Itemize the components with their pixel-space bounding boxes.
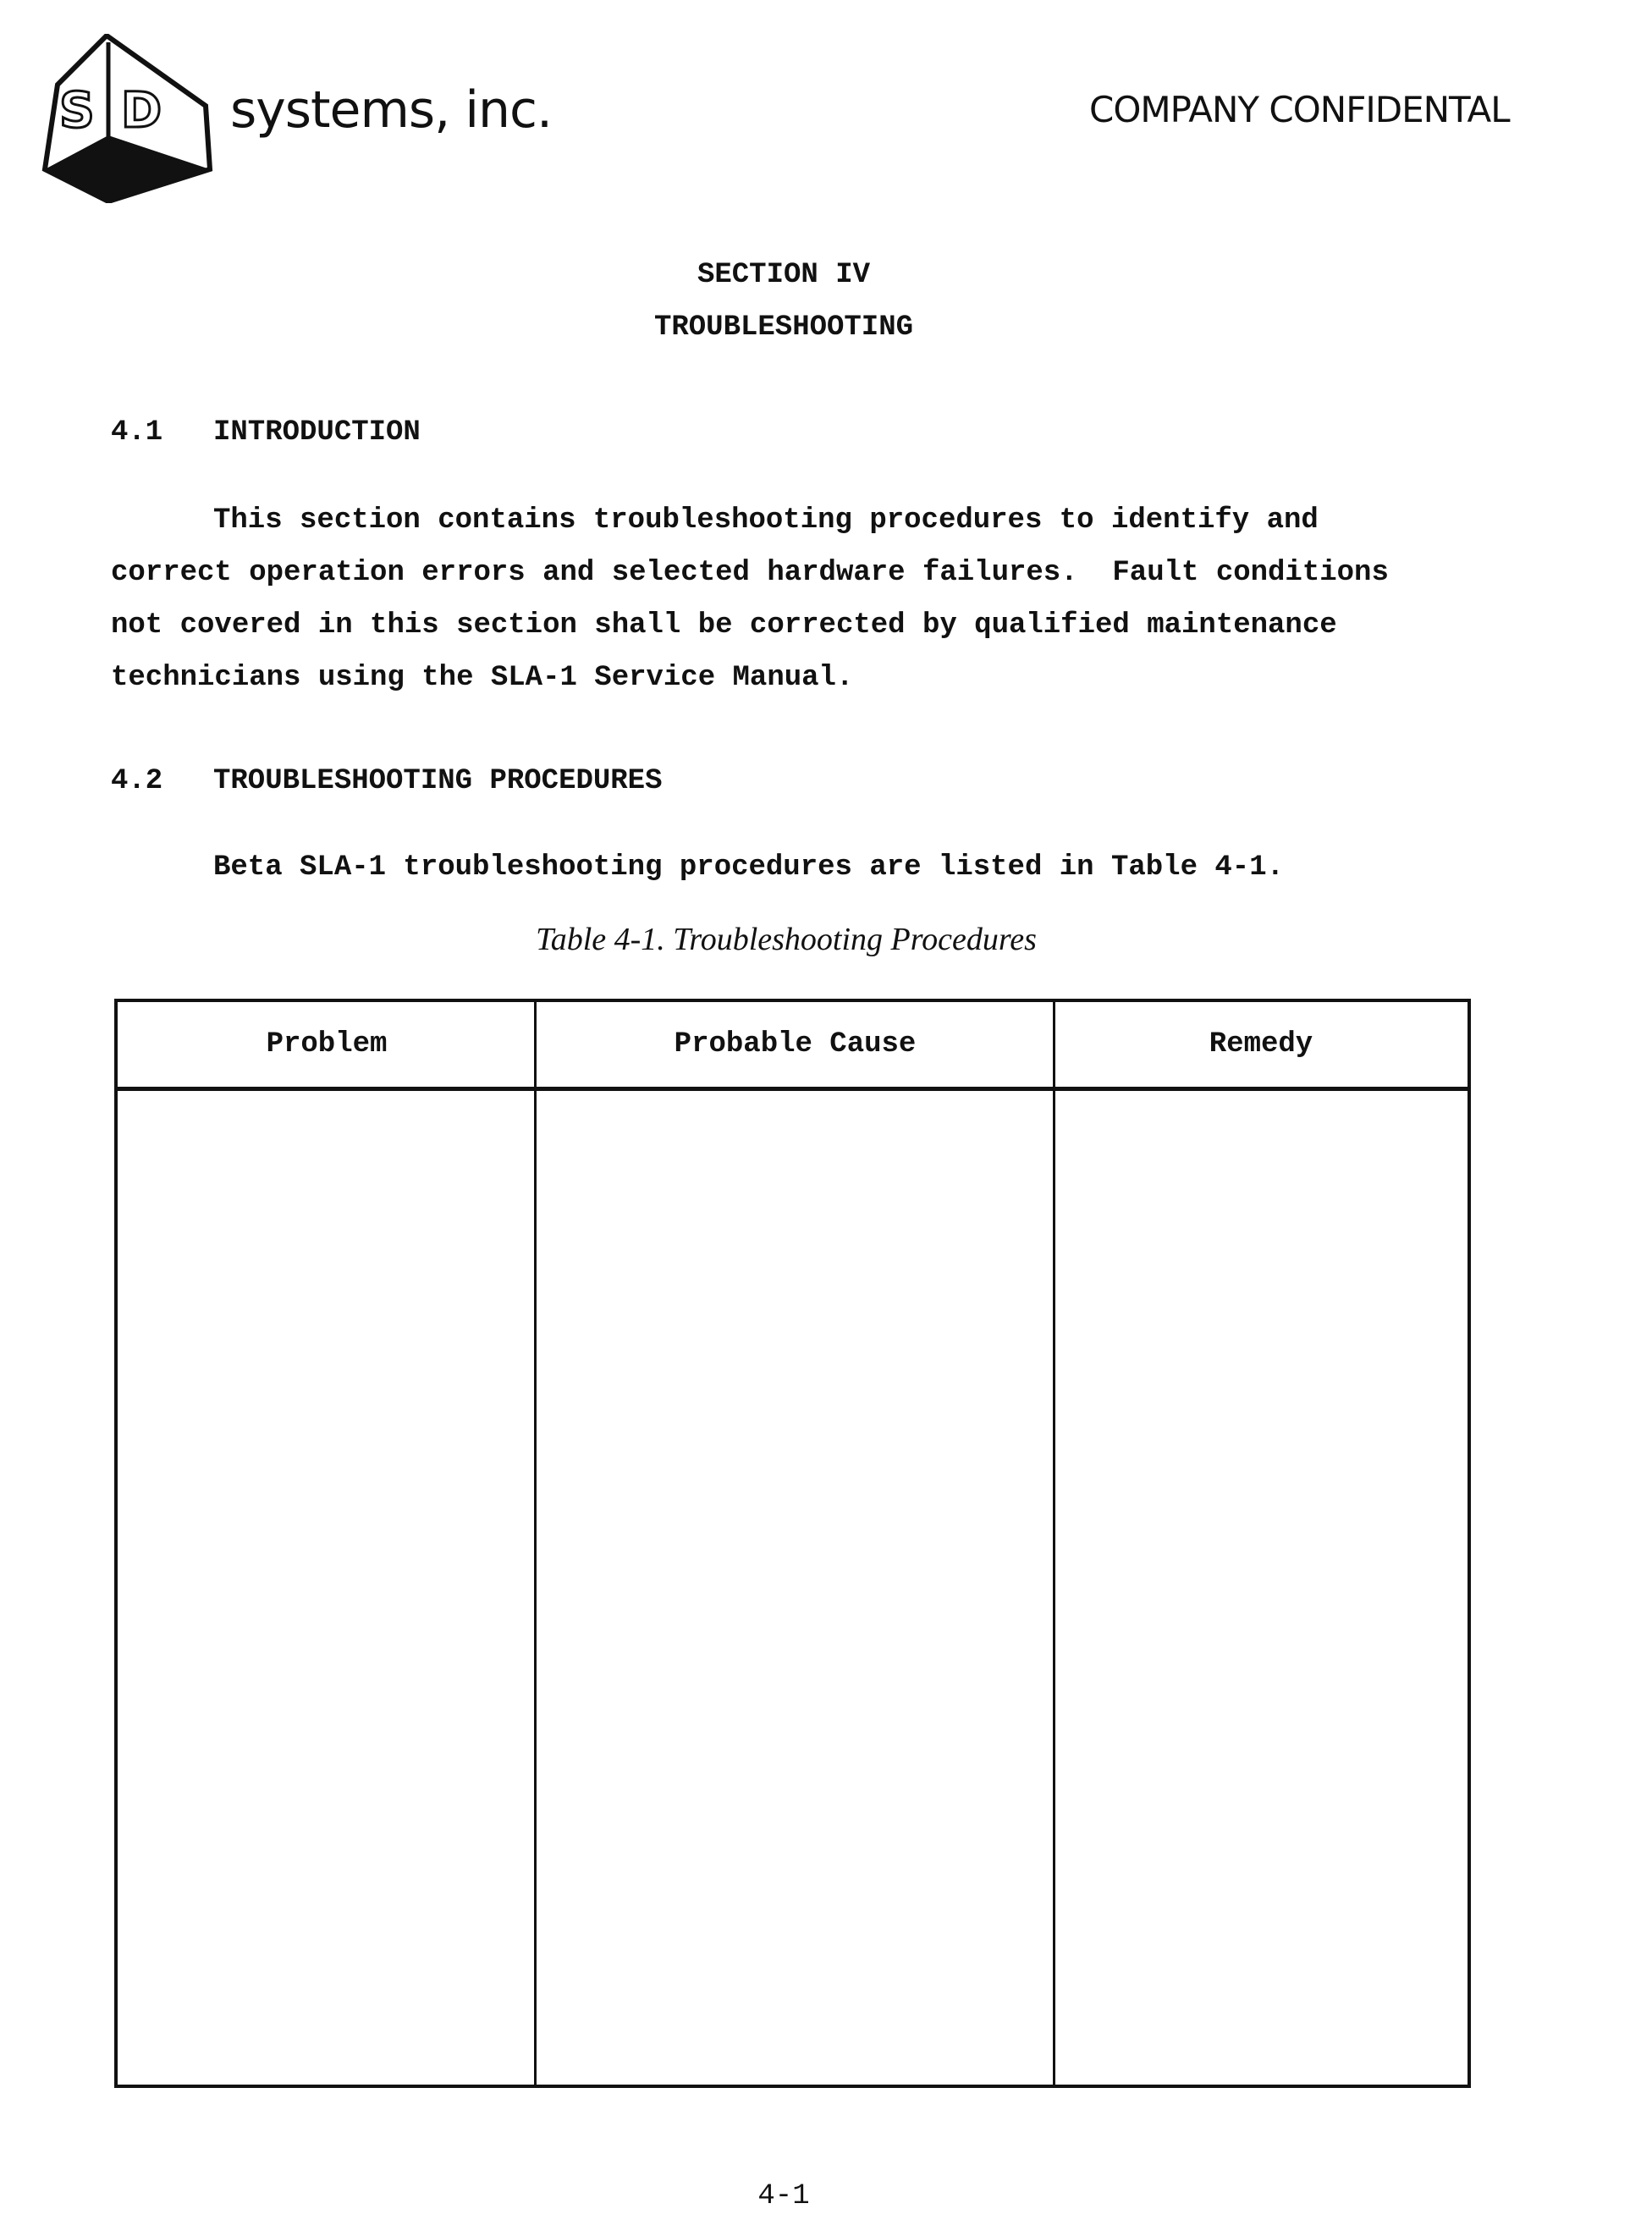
company-name: systems, inc. [230,80,552,140]
svg-text:S: S [59,81,95,139]
intro-line: This section contains troubleshooting procedures to identify and [213,504,1319,537]
company-logo [41,34,231,203]
section-title: TROUBLESHOOTING [0,311,1567,344]
procedures-heading: TROUBLESHOOTING PROCEDURES [213,765,663,797]
intro-number: 4.1 [111,416,162,449]
column-divider [534,1002,537,2085]
intro-heading: INTRODUCTION [213,416,421,449]
svg-text:D: D [121,81,162,139]
intro-line: technicians using the SLA-1 Service Manual. [111,662,853,694]
column-header-probable-cause: Probable Cause [536,1002,1055,1087]
page-number: 4-1 [0,2180,1567,2212]
section-number: SECTION IV [0,259,1567,291]
column-header-remedy: Remedy [1055,1002,1468,1087]
troubleshooting-table [114,999,1471,2088]
column-header-problem: Problem [118,1002,536,1087]
intro-line: not covered in this section shall be corrected by qualified maintenance [111,609,1337,642]
procedures-text: Beta SLA-1 troubleshooting procedures are listed in Table 4-1. [213,851,1284,884]
column-divider [1053,1002,1055,2085]
intro-line: correct operation errors and selected hardware failures. Fault conditions [111,557,1389,589]
table-caption: Table 4-1. Troubleshooting Procedures [0,921,1572,958]
procedures-number: 4.2 [111,765,162,797]
confidentiality-label: COMPANY CONFIDENTAL [1089,89,1510,130]
